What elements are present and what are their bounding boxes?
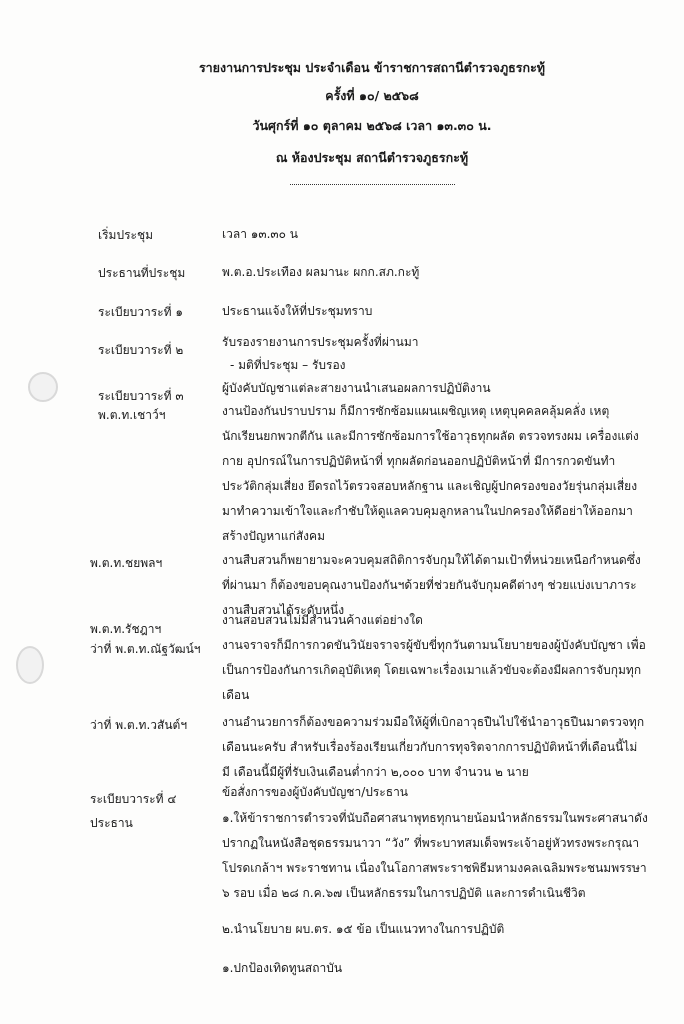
president-directive — [222, 806, 652, 906]
president-label: ประธาน — [90, 816, 133, 830]
report-line: มาทำความเข้าใจและกำชับให้ดูแลควบคุมลูกหลานในปกครองให้ดีอย่าให้ออกมา — [222, 504, 633, 518]
report-line: งานสืบสวนก็พยายามจะควบคุมสถิติการจับกุมให้ได้ตามเป้าที่หน่วยเหนือกำหนดซึ่ง — [222, 553, 641, 567]
report-line: งานสืบสวนได้ระดับหนึ่ง — [222, 603, 345, 617]
report-line: เป็นการป้องกันการเกิดอุบัติเหตุ โดยเฉพาะเรื่องเมาแล้วขับจะต้องมีผลการจับกุมทุก — [222, 663, 642, 677]
chair-text: พ.ต.อ.ประเทือง ผลมานะ ผกก.สภ.กะทู้ — [222, 265, 420, 279]
report-line: เดือน — [222, 688, 250, 702]
directive-item2: ๒.นำนโยบาย ผบ.ตร. ๑๕ ข้อ เป็นแนวทางในการปฏิบัติ — [222, 922, 505, 936]
agenda3-label: ระเบียบวาระที่ ๓ — [98, 389, 184, 403]
san-report — [222, 710, 652, 785]
agenda1-text: ประธานแจ้งให้ที่ประชุมทราบ — [222, 304, 373, 318]
report-line: เดือนนะครับ สำหรับเรื่องร้องเรียนเกี่ยวกับการทุจริตจากการปฏิบัติหน้าที่เดือนนี้ไม่ — [222, 740, 638, 754]
report-line: ประวัติกลุ่มเสี่ยง ยึดรถไว้ตรวจสอบหลักฐาน และเชิญผู้ปกครองของวัยรุ่นกลุ่มเสี่ยง — [222, 479, 638, 493]
agenda2-label: ระเบียบวาระที่ ๒ — [98, 343, 184, 357]
report-line: กาย อุปกรณ์ในการปฏิบัติหน้าที่ ทุกผลัดก่อนออกปฏิบัติหน้าที่ มีการกวดขันทำ — [222, 454, 616, 468]
directive-line: ๖ รอบ เมื่อ ๒๘ ก.ค.๖๗ เป็นหลักธรรมในการปฏิบัติ และการดำเนินชีวิต — [222, 886, 586, 900]
directive-item3: ๑.ปกป้องเทิดทูนสถาบัน — [222, 961, 343, 975]
report-line: มี เดือนนี้มีผู้ที่รับเงินเดือนต่ำกว่า ๒,๐๐๐ บาท จำนวน ๒ นาย — [222, 765, 529, 779]
report-line: งานจราจรก็มีการกวดขันวินัยจราจรผู้ขับขี่ทุกวันตามนโยบายของผู้บังคับบัญชา เพื่อ — [222, 638, 646, 652]
directive-line: โปรดเกล้าฯ พระราชทาน เนื่องในโอกาสพระราชพิธีมหามงคลเฉลิมพระชนมพรรษา — [222, 861, 647, 875]
natthawat-label: ว่าที่ พ.ต.ท.ณัฐวัฒน์ฯ — [90, 642, 201, 656]
meeting-date-time: วันศุกร์ที่ ๑๐ ตุลาคม ๒๕๖๘ เวลา ๑๓.๓๐ น. — [252, 118, 492, 133]
chair-label: ประธานที่ประชุม — [98, 266, 186, 280]
meeting-venue: ณ ห้องประชุม สถานีตำรวจภูธรกะทู้ — [275, 150, 469, 165]
punch-hole — [16, 646, 44, 684]
chaowat-report — [222, 399, 652, 549]
agenda2-resolution: - มติที่ประชุม – รับรอง — [230, 358, 346, 372]
agenda4-text: ข้อสั่งการของผู้บังคับบัญชา/ประธาน — [222, 785, 409, 799]
meeting-number: ครั้งที่ ๑๐/ ๒๕๖๘ — [325, 88, 419, 103]
report-line: นักเรียนยกพวกตีกัน และมีการซักซ้อมการใช้อาวุธทุกผลัด ตรวจทรงผม เครื่องแต่ง — [222, 429, 639, 443]
directive-line: ปรากฏในหนังสือชุดธรรมนาวา “วัง” ที่พระบาทสมเด็จพระเจ้าอยู่หัวทรงพระกรุณา — [222, 836, 640, 850]
agenda3-text: ผู้บังคับบัญชาแต่ละสายงานนำเสนอผลการปฏิบัติงาน — [222, 381, 491, 395]
agenda2-text: รับรองรายงานการประชุมครั้งที่ผ่านมา — [222, 335, 419, 349]
ratchata-text: งานสอบสวนไม่มีสำนวนค้างแต่อย่างใด — [222, 613, 423, 627]
san-label: ว่าที่ พ.ต.ท.วสันต์ฯ — [90, 718, 188, 732]
chaowat-label: พ.ต.ท.เชาว์ฯ — [98, 408, 166, 422]
start-label: เริ่มประชุม — [98, 228, 154, 242]
ratchata-label: พ.ต.ท.รัชฎาฯ — [90, 622, 162, 636]
report-line: งานป้องกันปราบปราม ก็มีการซักซ้อมแผนเผชิญเหตุ เหตุบุคคลคลุ้มคลั่ง เหตุ — [222, 404, 610, 418]
directive-line: ๑.ให้ข้าราชการตำรวจที่นับถือศาสนาพุทธทุกนายน้อมนำหลักธรรมในพระศาสนาดัง — [222, 811, 648, 825]
report-line: สร้างปัญหาแก่สังคม — [222, 529, 325, 543]
dotted-divider — [290, 184, 455, 185]
natthawat-report — [222, 633, 652, 708]
report-title: รายงานการประชุม ประจำเดือน ข้าราชการสถานีตำรวจภูธรกะทู้ — [198, 60, 546, 75]
agenda1-label: ระเบียบวาระที่ ๑ — [98, 305, 183, 319]
choeyphon-label: พ.ต.ท.ชยพลฯ — [90, 556, 163, 570]
report-line: ที่ผ่านมา ก็ต้องขอบคุณงานป้องกันฯด้วยที่ช่วยกันจับกุมคดีต่างๆ ช่วยแบ่งเบาภาระ — [222, 578, 637, 592]
report-line: งานอำนวยการก็ต้องขอความร่วมมือให้ผู้ที่เบิกอาวุธปืนไปใช้นำอาวุธปืนมาตรวจทุก — [222, 715, 645, 729]
punch-hole — [28, 372, 58, 402]
start-text: เวลา ๑๓.๓๐ น — [222, 227, 298, 241]
agenda4-label: ระเบียบวาระที่ ๔ — [90, 792, 177, 806]
